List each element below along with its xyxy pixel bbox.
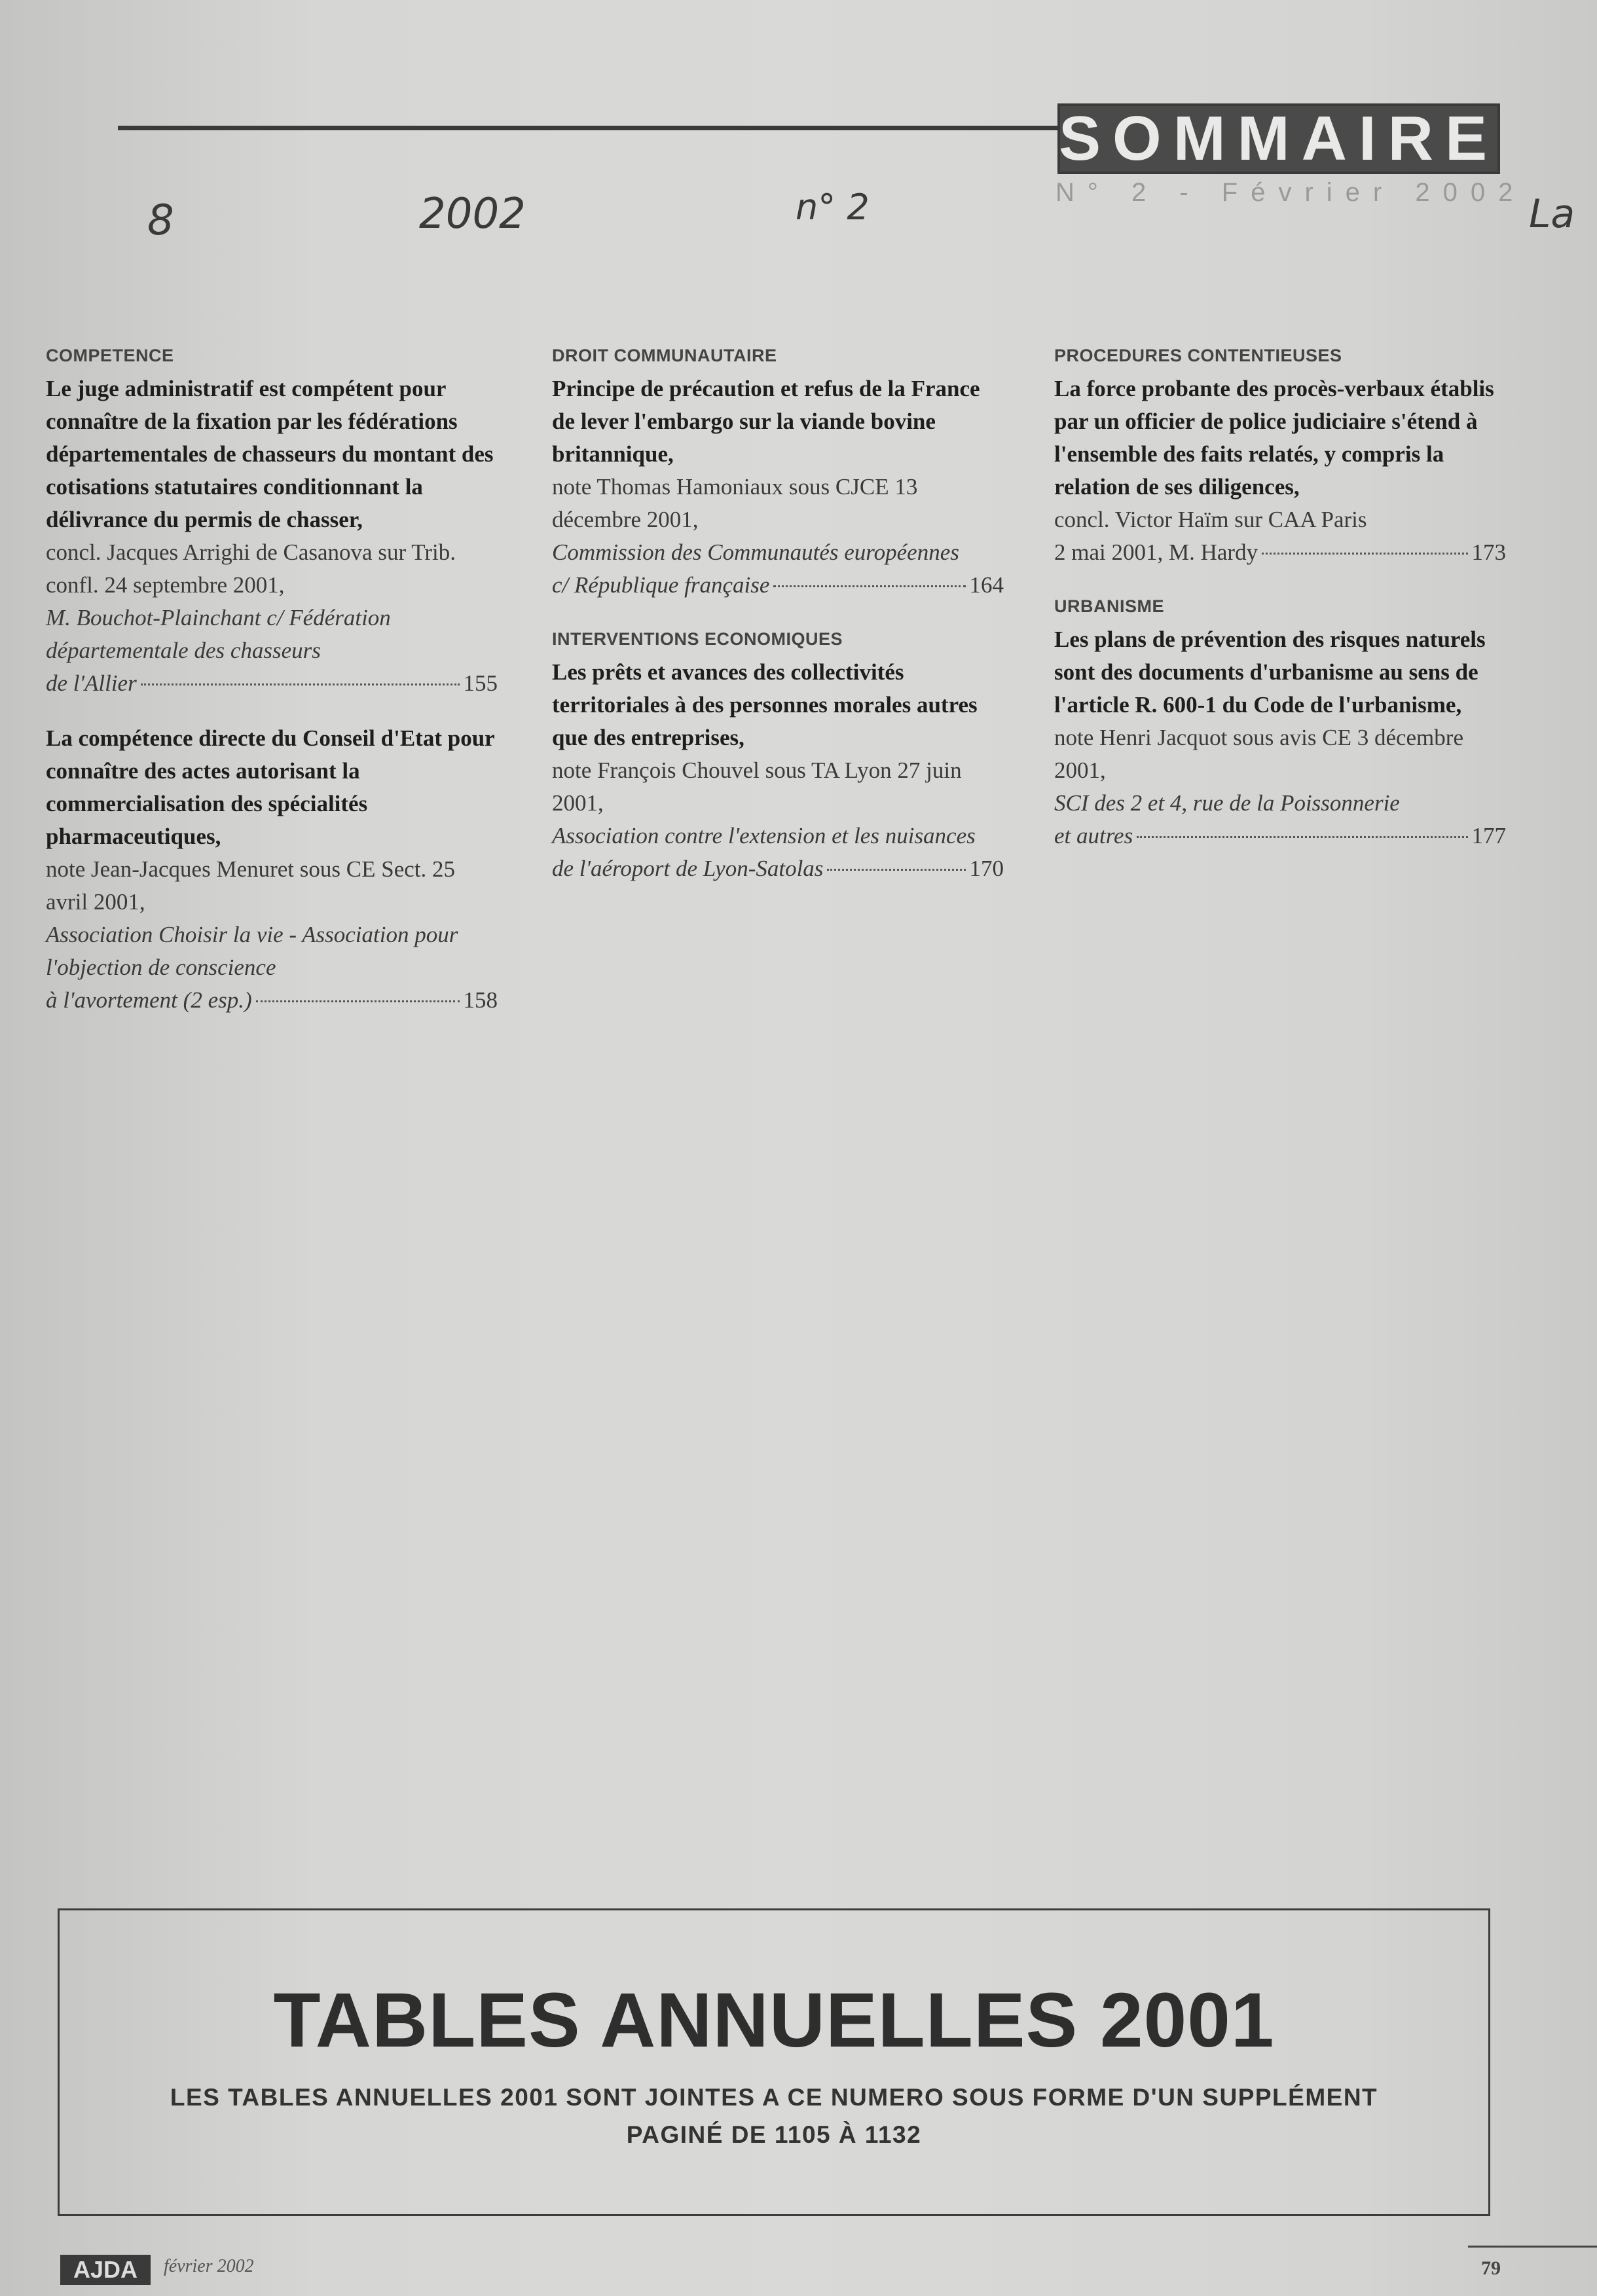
- issue-number: N° 2 - Février 2002: [1055, 178, 1526, 207]
- box-text-line-2: PAGINÉ DE 1105 À 1132: [626, 2121, 922, 2148]
- dot-leader: [1137, 836, 1467, 838]
- toc-column-2: [552, 346, 1004, 913]
- entry-note: note Thomas Hamoniaux sous CJCE 13 décembre 2001,: [552, 474, 918, 532]
- page-number: 170: [969, 856, 1004, 881]
- toc-entry[interactable]: [1054, 623, 1506, 852]
- toc-section: [552, 346, 1004, 602]
- toc-section: [1054, 596, 1506, 852]
- entry-page-line: [1054, 820, 1506, 852]
- entry-note: concl. Victor Haïm sur CAA Paris: [1054, 507, 1367, 532]
- entry-title: Principe de précaution et refus de la France de lever l'embargo sur la viande bovine britannique,: [552, 376, 980, 467]
- entry-note: note François Chouvel sous TA Lyon 27 juin 2001,: [552, 757, 962, 816]
- annual-tables-box: [58, 1908, 1490, 2216]
- entry-page-line: [46, 667, 498, 700]
- footer-page-number: 79: [1481, 2257, 1501, 2279]
- page-number: 158: [463, 987, 498, 1013]
- toc-entry[interactable]: [552, 656, 1004, 885]
- entry-case: Commission des Communautés européennes: [552, 539, 959, 565]
- section-category: URBANISME: [1054, 596, 1165, 616]
- toc-column-1: [46, 346, 498, 1044]
- dot-leader: [827, 869, 965, 871]
- ajda-logo: AJDA: [60, 2255, 151, 2285]
- entry-case: Association Choisir la vie - Association pour l'objection de conscience: [46, 922, 458, 980]
- dot-leader: [141, 683, 460, 685]
- entry-case-end: de l'aéroport de Lyon-Satolas: [552, 856, 824, 881]
- entry-title: La force probante des procès-verbaux établis par un officier de police judiciaire s'étend à l'ensemble des faits relatés, y compris la relation de ses diligences,: [1054, 376, 1494, 500]
- box-title: TABLES ANNUELLES 2001: [273, 1977, 1275, 2064]
- page-number: 164: [969, 572, 1004, 598]
- toc-section: [1054, 346, 1506, 569]
- entry-title: Les prêts et avances des collectivités territoriales à des personnes morales autres que des entreprises,: [552, 659, 978, 750]
- toc-entry[interactable]: [552, 373, 1004, 602]
- handwritten-note: 2002: [419, 190, 526, 238]
- entry-note: note Henri Jacquot sous avis CE 3 décembre 2001,: [1054, 725, 1463, 783]
- handwritten-note: 8: [147, 196, 174, 245]
- entry-case: Association contre l'extension et les nuisances: [552, 823, 976, 848]
- toc-entry[interactable]: [1054, 373, 1506, 569]
- toc-entry[interactable]: [46, 373, 498, 700]
- entry-note: note Jean-Jacques Menuret sous CE Sect. 25 avril 2001,: [46, 856, 455, 915]
- entry-case-end: à l'avortement (2 esp.): [46, 987, 252, 1013]
- entry-page-line: [46, 984, 498, 1017]
- masthead: SOMMAIRE: [1059, 103, 1499, 173]
- dot-leader: [773, 585, 965, 587]
- handwritten-note: n° 2: [796, 187, 870, 228]
- footer-rule: [1468, 2246, 1597, 2248]
- dot-leader: [256, 1000, 460, 1002]
- page-number: 173: [1471, 539, 1506, 565]
- page-number: 177: [1471, 823, 1506, 848]
- box-text-line-1: LES TABLES ANNUELLES 2001 SONT JOINTES A CE NUMERO SOUS FORME D'UN SUPPLÉMENT: [170, 2084, 1378, 2111]
- entry-case-end: et autres: [1054, 823, 1133, 848]
- section-category: DROIT COMMUNAUTAIRE: [552, 346, 777, 365]
- entry-case-end: c/ République française: [552, 572, 770, 598]
- handwritten-note: La: [1529, 191, 1575, 237]
- toc-section: [552, 629, 1004, 885]
- entry-page-line: [552, 852, 1004, 885]
- header-rule: [118, 126, 1061, 130]
- toc-column-3: [1054, 346, 1506, 880]
- dot-leader: [1262, 553, 1467, 555]
- entry-note: concl. Jacques Arrighi de Casanova sur Trib. confl. 24 septembre 2001,: [46, 539, 456, 598]
- entry-title: La compétence directe du Conseil d'Etat pour connaître des actes autorisant la commercialisation des spécialités pharmaceutiques,: [46, 725, 495, 849]
- entry-title: Les plans de prévention des risques naturels sont des documents d'urbanisme au sens de l'article R. 600-1 du Code de l'urbanisme,: [1054, 627, 1486, 718]
- section-category: INTERVENTIONS ECONOMIQUES: [552, 629, 843, 649]
- entry-case-end: 2 mai 2001, M. Hardy: [1054, 539, 1258, 565]
- entry-case-end: de l'Allier: [46, 670, 137, 696]
- entry-title: Le juge administratif est compétent pour connaître de la fixation par les fédérations départementales de chasseurs du montant des cotisations statutaires conditionnant la délivrance du permis de chasser,: [46, 376, 494, 532]
- section-category: COMPETENCE: [46, 346, 174, 365]
- section-category: PROCEDURES CONTENTIEUSES: [1054, 346, 1342, 365]
- entry-page-line: [552, 569, 1004, 602]
- page-number: 155: [463, 670, 498, 696]
- toc-entry[interactable]: [46, 722, 498, 1017]
- toc-section: [46, 346, 498, 1017]
- entry-case: M. Bouchot-Plainchant c/ Fédération départementale des chasseurs: [46, 605, 391, 663]
- entry-case: SCI des 2 et 4, rue de la Poissonnerie: [1054, 790, 1400, 816]
- footer-date: février 2002: [164, 2256, 254, 2276]
- entry-page-line: [1054, 536, 1506, 569]
